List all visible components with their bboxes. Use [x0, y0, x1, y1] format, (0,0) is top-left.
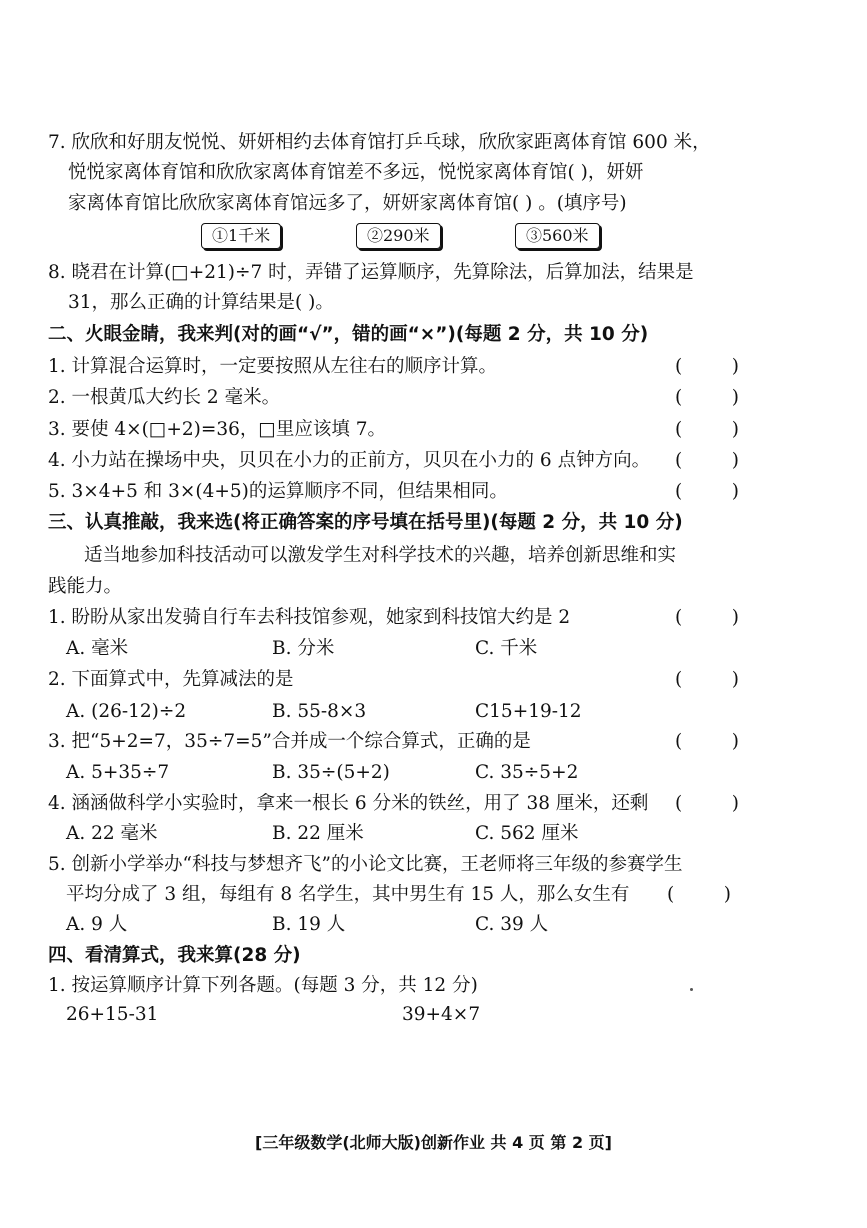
- section2-title: 二、火眼金睛，我来判(对的画“√”，错的画“×”)(每题 2 分，共 10 分): [48, 324, 649, 345]
- s3-q3-text: 3. 把“5+2=7，35÷7=5”合并成一个综合算式，正确的是: [48, 731, 531, 752]
- s4-q1-title: 1. 按运算顺序计算下列各题。(每题 3 分，共 12 分): [48, 975, 478, 996]
- s3-q4-text: 4. 涵涵做科学小实验时，拿来一根长 6 分米的铁丝，用了 38 厘米，还剩: [48, 793, 649, 814]
- s3-q5-option-b: B. 19 人: [272, 914, 346, 935]
- s3-q1-answer[interactable]: ( ): [675, 607, 739, 628]
- s3-q4-answer[interactable]: ( ): [675, 793, 739, 814]
- s3-q1-option-a: A. 毫米: [66, 638, 129, 659]
- s3-q2-answer[interactable]: ( ): [675, 669, 739, 690]
- s3-q2-option-c: C15+19-12: [475, 701, 582, 722]
- s3-q1-text: 1. 盼盼从家出发骑自行车去科技馆参观，她家到科技馆大约是 2: [48, 607, 571, 628]
- s2-item-3: 3. 要使 4×(□+2)=36，□里应该填 7。: [48, 419, 387, 440]
- s2-answer-5[interactable]: ( ): [675, 481, 739, 502]
- s2-answer-2[interactable]: ( ): [675, 387, 739, 408]
- s3-intro-line1: 适当地参加科技活动可以激发学生对科学技术的兴趣，培养创新思维和实: [84, 545, 677, 566]
- s3-q4-option-a: A. 22 毫米: [66, 823, 158, 844]
- q7-option-1: ①1千米: [201, 223, 281, 249]
- q7-line3: 家离体育馆比欣欣家离体育馆远多了，妍妍家离体育馆( ) 。(填序号): [68, 193, 627, 214]
- s3-q2-option-b: B. 55-8×3: [272, 701, 367, 722]
- s3-q4-option-b: B. 22 厘米: [272, 823, 364, 844]
- s3-q2-text: 2. 下面算式中，先算减法的是: [48, 669, 294, 690]
- s3-intro-line2: 践能力。: [48, 576, 123, 597]
- s3-q3-answer[interactable]: ( ): [675, 731, 739, 752]
- s3-q1-option-b: B. 分米: [272, 638, 335, 659]
- s3-q3-option-a: A. 5+35÷7: [66, 762, 170, 783]
- section3-title: 三、认真推敲，我来选(将正确答案的序号填在括号里)(每题 2 分，共 10 分): [48, 512, 683, 533]
- q7-option-3: ③560米: [515, 223, 600, 249]
- s3-q3-option-c: C. 35÷5+2: [475, 762, 579, 783]
- page-footer: [三年级数学(北师大版)创新作业 共 4 页 第 2 页]: [255, 1133, 612, 1152]
- s3-q5-answer[interactable]: ( ): [667, 884, 731, 905]
- s2-answer-4[interactable]: ( ): [675, 450, 739, 471]
- s3-q2-option-a: A. (26-12)÷2: [66, 701, 187, 722]
- s3-q5-text-line2: 平均分成了 3 组，每组有 8 名学生，其中男生有 15 人，那么女生有: [66, 884, 630, 905]
- q7-line2: 悦悦家离体育馆和欣欣家离体育馆差不多远，悦悦家离体育馆( )，妍妍: [68, 162, 644, 183]
- s2-answer-3[interactable]: ( ): [675, 419, 739, 440]
- s3-q4-option-c: C. 562 厘米: [475, 823, 579, 844]
- s4-expr-2: 39+4×7: [402, 1004, 481, 1025]
- q7-line1: 7. 欣欣和好朋友悦悦、妍妍相约去体育馆打乒乓球，欣欣家距离体育馆 600 米，: [48, 132, 711, 153]
- s3-q5-option-a: A. 9 人: [66, 914, 128, 935]
- q8-line1: 8. 晓君在计算(□+21)÷7 时，弄错了运算顺序，先算除法，后算加法，结果是: [48, 262, 694, 283]
- q7-option-2: ②290米: [356, 223, 441, 249]
- s2-item-5: 5. 3×4+5 和 3×(4+5)的运算顺序不同，但结果相同。: [48, 481, 508, 502]
- s3-q3-option-b: B. 35÷(5+2): [272, 762, 390, 783]
- s3-q1-option-c: C. 千米: [475, 638, 538, 659]
- s4-expr-1: 26+15-31: [66, 1004, 159, 1025]
- s2-item-2: 2. 一根黄瓜大约长 2 毫米。: [48, 387, 281, 408]
- s2-answer-1[interactable]: ( ): [675, 356, 739, 377]
- s2-item-1: 1. 计算混合运算时，一定要按照从左往右的顺序计算。: [48, 356, 498, 377]
- scan-speck: [690, 988, 693, 991]
- section4-title: 四、看清算式，我来算(28 分): [48, 945, 301, 966]
- s3-q5-option-c: C. 39 人: [475, 914, 549, 935]
- s3-q5-text-line1: 5. 创新小学举办“科技与梦想齐飞”的小论文比赛，王老师将三年级的参赛学生: [48, 854, 683, 875]
- q8-line2: 31，那么正确的计算结果是( )。: [68, 292, 334, 313]
- s2-item-4: 4. 小力站在操场中央，贝贝在小力的正前方，贝贝在小力的 6 点钟方向。: [48, 450, 651, 471]
